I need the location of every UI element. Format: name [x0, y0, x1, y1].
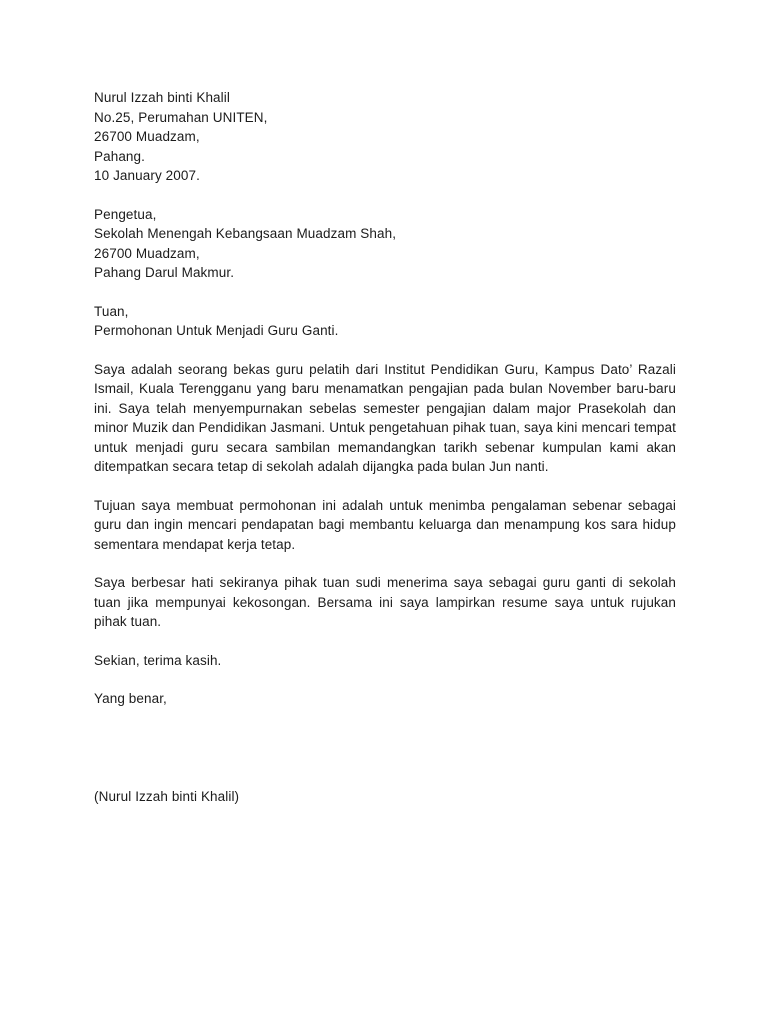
recipient-title: Pengetua,	[94, 206, 157, 222]
sender-postcode: 26700 Muadzam,	[94, 129, 200, 144]
body-paragraph-1: Saya adalah seorang bekas guru pelatih dari Institut Pendidikan Guru, Kampus Dato’ Razali Ismail, Kuala Terengganu yang baru menamatkan pengajian pada bulan November baru-baru ini. Saya telah menyempurnakan sebelas semester pengajian dalam major Prasekolah dan minor Muzik dan Pendidikan Jasmani. Untuk pengetahuan pihak tuan, saya kini mencari tempat untuk menjadi guru secara sambilan memandangkan tarikh sebenar kumpulan kami akan ditempatkan secara tetap di sekolah adalah dijangka pada bulan Jun nanti.	[94, 361, 676, 474]
sender-name: Nurul Izzah binti Khalil	[94, 90, 230, 105]
salutation-block	[94, 302, 676, 341]
sender-street: No.25, Perumahan UNITEN,	[94, 109, 268, 125]
recipient-postcode: 26700 Muadzam,	[94, 245, 200, 261]
body-paragraph-3: Saya berbesar hati sekiranya pihak tuan sudi menerima saya sebagai guru ganti di sekolah tuan jika mempunyai kekosongan. Bersama ini saya lampirkan resume saya untuk rujukan pihak tuan.	[94, 575, 676, 629]
sender-state: Pahang.	[94, 148, 145, 164]
subject-line: Permohonan Untuk Menjadi Guru Ganti.	[94, 323, 339, 338]
thanks-line: Sekian, terima kasih.	[94, 652, 222, 668]
salutation: Tuan,	[94, 303, 129, 319]
letter-content	[94, 88, 676, 806]
closing-line: Yang benar,	[94, 691, 167, 706]
recipient-address	[94, 205, 676, 283]
sender-address	[94, 88, 676, 186]
signature-name: (Nurul Izzah binti Khalil)	[94, 788, 240, 804]
recipient-school: Sekolah Menengah Kebangsaan Muadzam Shah,	[94, 226, 397, 241]
body-paragraph-2: Tujuan saya membuat permohonan ini adalah untuk menimba pengalaman sebenar sebagai guru dan ingin mencari pendapatan bagi membantu keluarga dan menampung kos sara hidup sementara mendapat kerja tetap.	[94, 497, 676, 552]
recipient-state: Pahang Darul Makmur.	[94, 265, 235, 280]
letter-date: 10 January 2007.	[94, 168, 200, 183]
